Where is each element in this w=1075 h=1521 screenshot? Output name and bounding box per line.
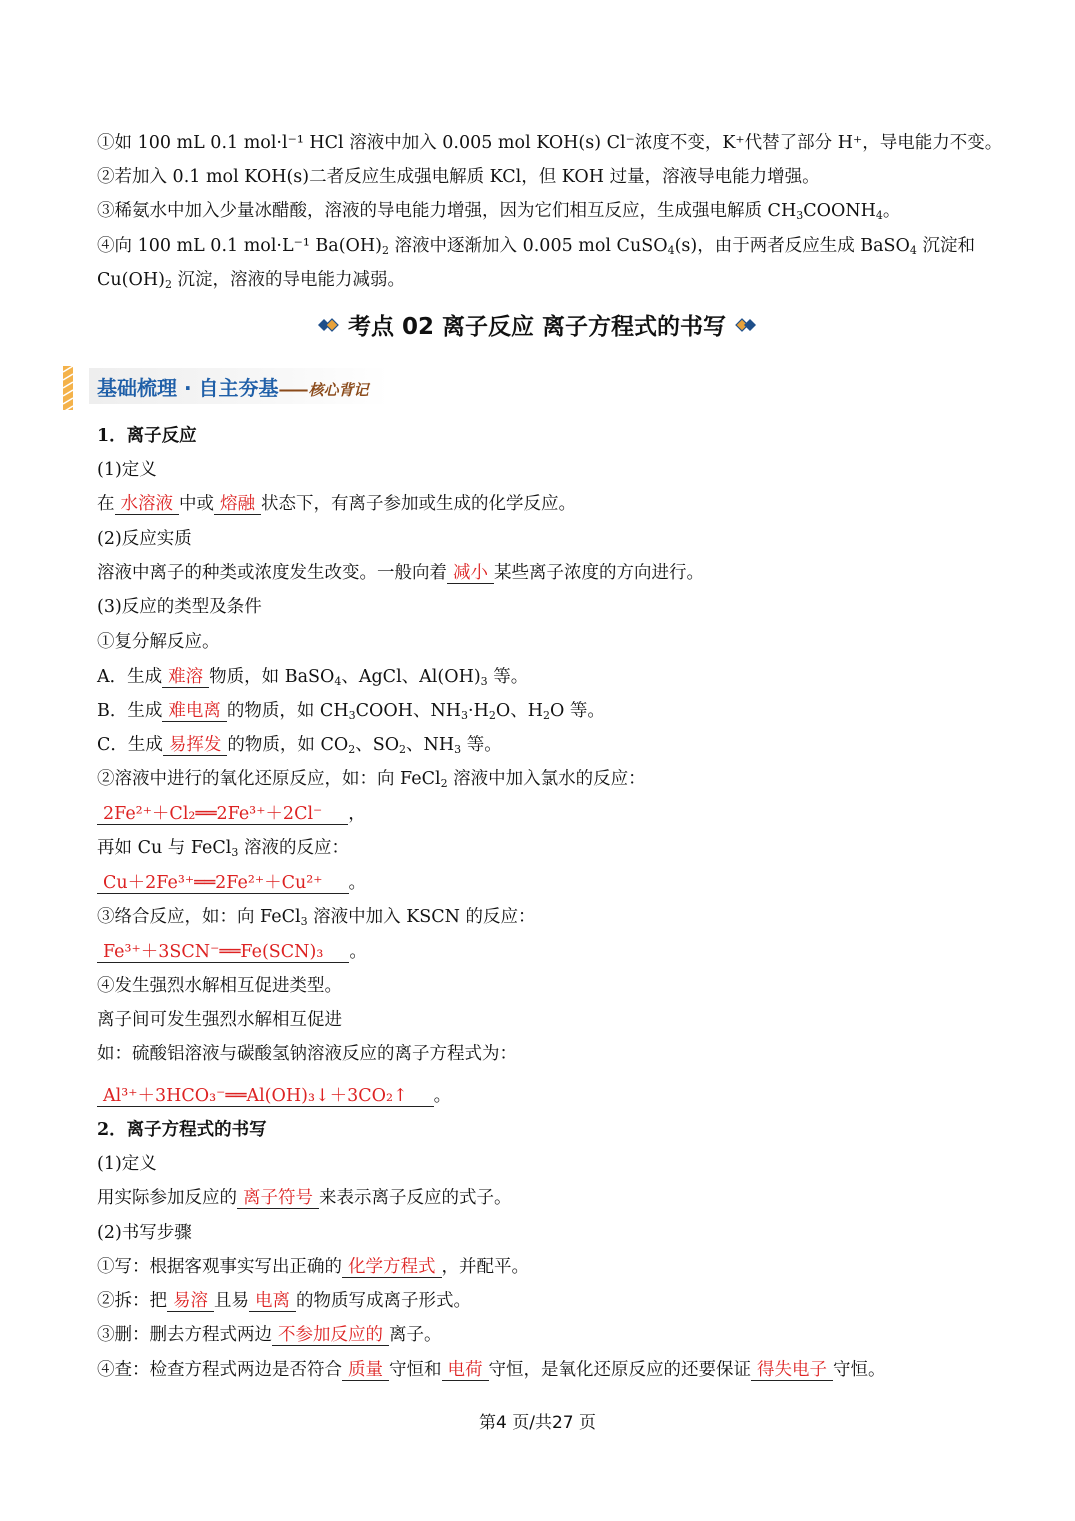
diamond-left-icon: [318, 318, 340, 332]
type-4: ④发生强烈水解相互促进类型。: [97, 976, 342, 996]
equation-1-line: 2Fe²⁺＋Cl₂══2Fe³⁺＋2Cl⁻ ，: [97, 801, 366, 827]
answer-blank: 难溶: [162, 667, 209, 688]
type-1: ①复分解反应。: [97, 632, 220, 652]
banner-subtitle: 核心背记: [308, 381, 369, 399]
type-3: ③络合反应，如：向 FeCl$_3$ 溶液中加入 KSCN 的反应：: [97, 907, 536, 928]
intro-line-2: ②若加入 0.1 mol KOH(s)二者反应生成强电解质 KCl，但 KOH 过量，溶液导电能力增强。: [97, 167, 820, 187]
answer-blank: 电荷: [442, 1360, 489, 1381]
section-title: 考点 02 离子反应 离子方程式的书写: [97, 308, 977, 341]
label-essence: (2)反应实质: [97, 529, 192, 549]
intro-line-5: $Cu(OH)_2$ 沉淀，溶液的导电能力减弱。: [97, 270, 405, 291]
answer-blank: 电离: [249, 1291, 296, 1312]
step-3: ③删：删去方程式两边 不参加反应的 离子。: [97, 1325, 442, 1345]
banner-title: 基础梳理 · 自主夯基: [97, 376, 279, 400]
equation-3: Fe³⁺＋3SCN⁻══Fe(SCN)₃: [97, 942, 349, 963]
answer-blank: 熔融: [214, 494, 261, 515]
heading-ionic-reaction: 1．离子反应: [97, 426, 197, 446]
answer-blank: 不参加反应的: [272, 1325, 389, 1346]
answer-blank: 质量: [342, 1360, 389, 1381]
diamond-right-icon: [734, 318, 756, 332]
equation-2: Cu＋2Fe³⁺══2Fe²⁺＋Cu²⁺: [97, 873, 349, 894]
definition-2-line: 用实际参加反应的 离子符号 来表示离子反应的式子。: [97, 1188, 512, 1208]
answer-blank: 难电离: [162, 701, 227, 722]
type-2: ②溶液中进行的氧化还原反应，如：向 FeCl$_2$ 溶液中加入氯水的反应：: [97, 769, 646, 790]
equation-2-line: Cu＋2Fe³⁺══2Fe²⁺＋Cu²⁺ 。: [97, 870, 366, 896]
heading-ionic-equation: 2．离子方程式的书写: [97, 1120, 267, 1140]
type-4-line-3: 如：硫酸铝溶液与碳酸氢钠溶液反应的离子方程式为：: [97, 1044, 517, 1064]
intro-line-3: ③稀氨水中加入少量冰醋酸，溶液的导电能力增强，因为它们相互反应，生成强电解质 $CH_3COONH_4$。: [97, 201, 901, 222]
answer-blank: 易挥发: [163, 735, 228, 756]
section-banner: 基础梳理 · 自主夯基—— 核心背记: [63, 366, 423, 406]
answer-blank: 化学方程式: [342, 1257, 442, 1278]
answer-blank: 离子符号: [237, 1188, 319, 1209]
label-types: (3)反应的类型及条件: [97, 597, 262, 617]
equation-4-line: Al³⁺＋3HCO₃⁻══Al(OH)₃↓＋3CO₂↑ 。: [97, 1083, 451, 1109]
intro-line-1: ①如 100 mL 0.1 mol·l⁻¹ HCl 溶液中加入 0.005 mol KOH(s) Cl⁻浓度不变，K⁺代替了部分 H⁺，导电能力不变。: [97, 133, 1003, 153]
answer-blank: 得失电子: [751, 1360, 833, 1381]
equation-3-line: Fe³⁺＋3SCN⁻══Fe(SCN)₃ 。: [97, 939, 367, 965]
label-definition-2: (1)定义: [97, 1154, 157, 1174]
label-steps: (2)书写步骤: [97, 1223, 192, 1243]
step-1: ①写：根据客观事实写出正确的 化学方程式 ，并配平。: [97, 1257, 529, 1277]
equation-4: Al³⁺＋3HCO₃⁻══Al(OH)₃↓＋3CO₂↑: [97, 1086, 434, 1107]
page-footer: 第4 页/共27 页: [479, 1413, 596, 1433]
answer-blank: 易溶: [167, 1291, 214, 1312]
essence-line: 溶液中离子的种类或浓度发生改变。一般向着 减小 某些离子浓度的方向进行。: [97, 563, 704, 583]
type-1-c: C．生成 易挥发 的物质，如 $CO_2$、$SO_2$、$NH_3$ 等。: [97, 735, 502, 756]
equation-1: 2Fe²⁺＋Cl₂══2Fe³⁺＋2Cl⁻: [97, 804, 348, 825]
step-4: ④查：检查方程式两边是否符合 质量 守恒和 电荷 守恒，是氧化还原反应的还要保证 得失电子 守恒。: [97, 1360, 886, 1380]
answer-blank: 水溶液: [115, 494, 180, 515]
definition-line: 在 水溶液 中或 熔融 状态下，有离子参加或生成的化学反应。: [97, 494, 576, 514]
type-1-b: B．生成 难电离 的物质，如 $CH_3COOH$、$NH_3\cdot H_2O$、$H_2O$ 等。: [97, 701, 605, 722]
type-2-cu: 再如 Cu 与 FeCl$_3$ 溶液的反应：: [97, 838, 349, 859]
step-2: ②拆：把 易溶 且易 电离 的物质写成离子形式。: [97, 1291, 471, 1311]
banner-stripe-icon: [63, 366, 73, 410]
label-definition: (1)定义: [97, 460, 157, 480]
answer-blank: 减小: [447, 563, 494, 584]
type-4-line-2: 离子间可发生强烈水解相互促进: [97, 1010, 342, 1030]
intro-line-4: ④向 100 mL 0.1 mol·L⁻¹ $Ba(OH)_2$ 溶液中逐渐加入 0.005 mol CuSO$_4$(s)，由于两者反应生成 BaSO$_4$ 沉淀和: [97, 236, 975, 257]
type-1-a: A．生成 难溶 物质，如 BaSO$_4$、AgCl、$Al(OH)_3$ 等。: [97, 667, 529, 688]
